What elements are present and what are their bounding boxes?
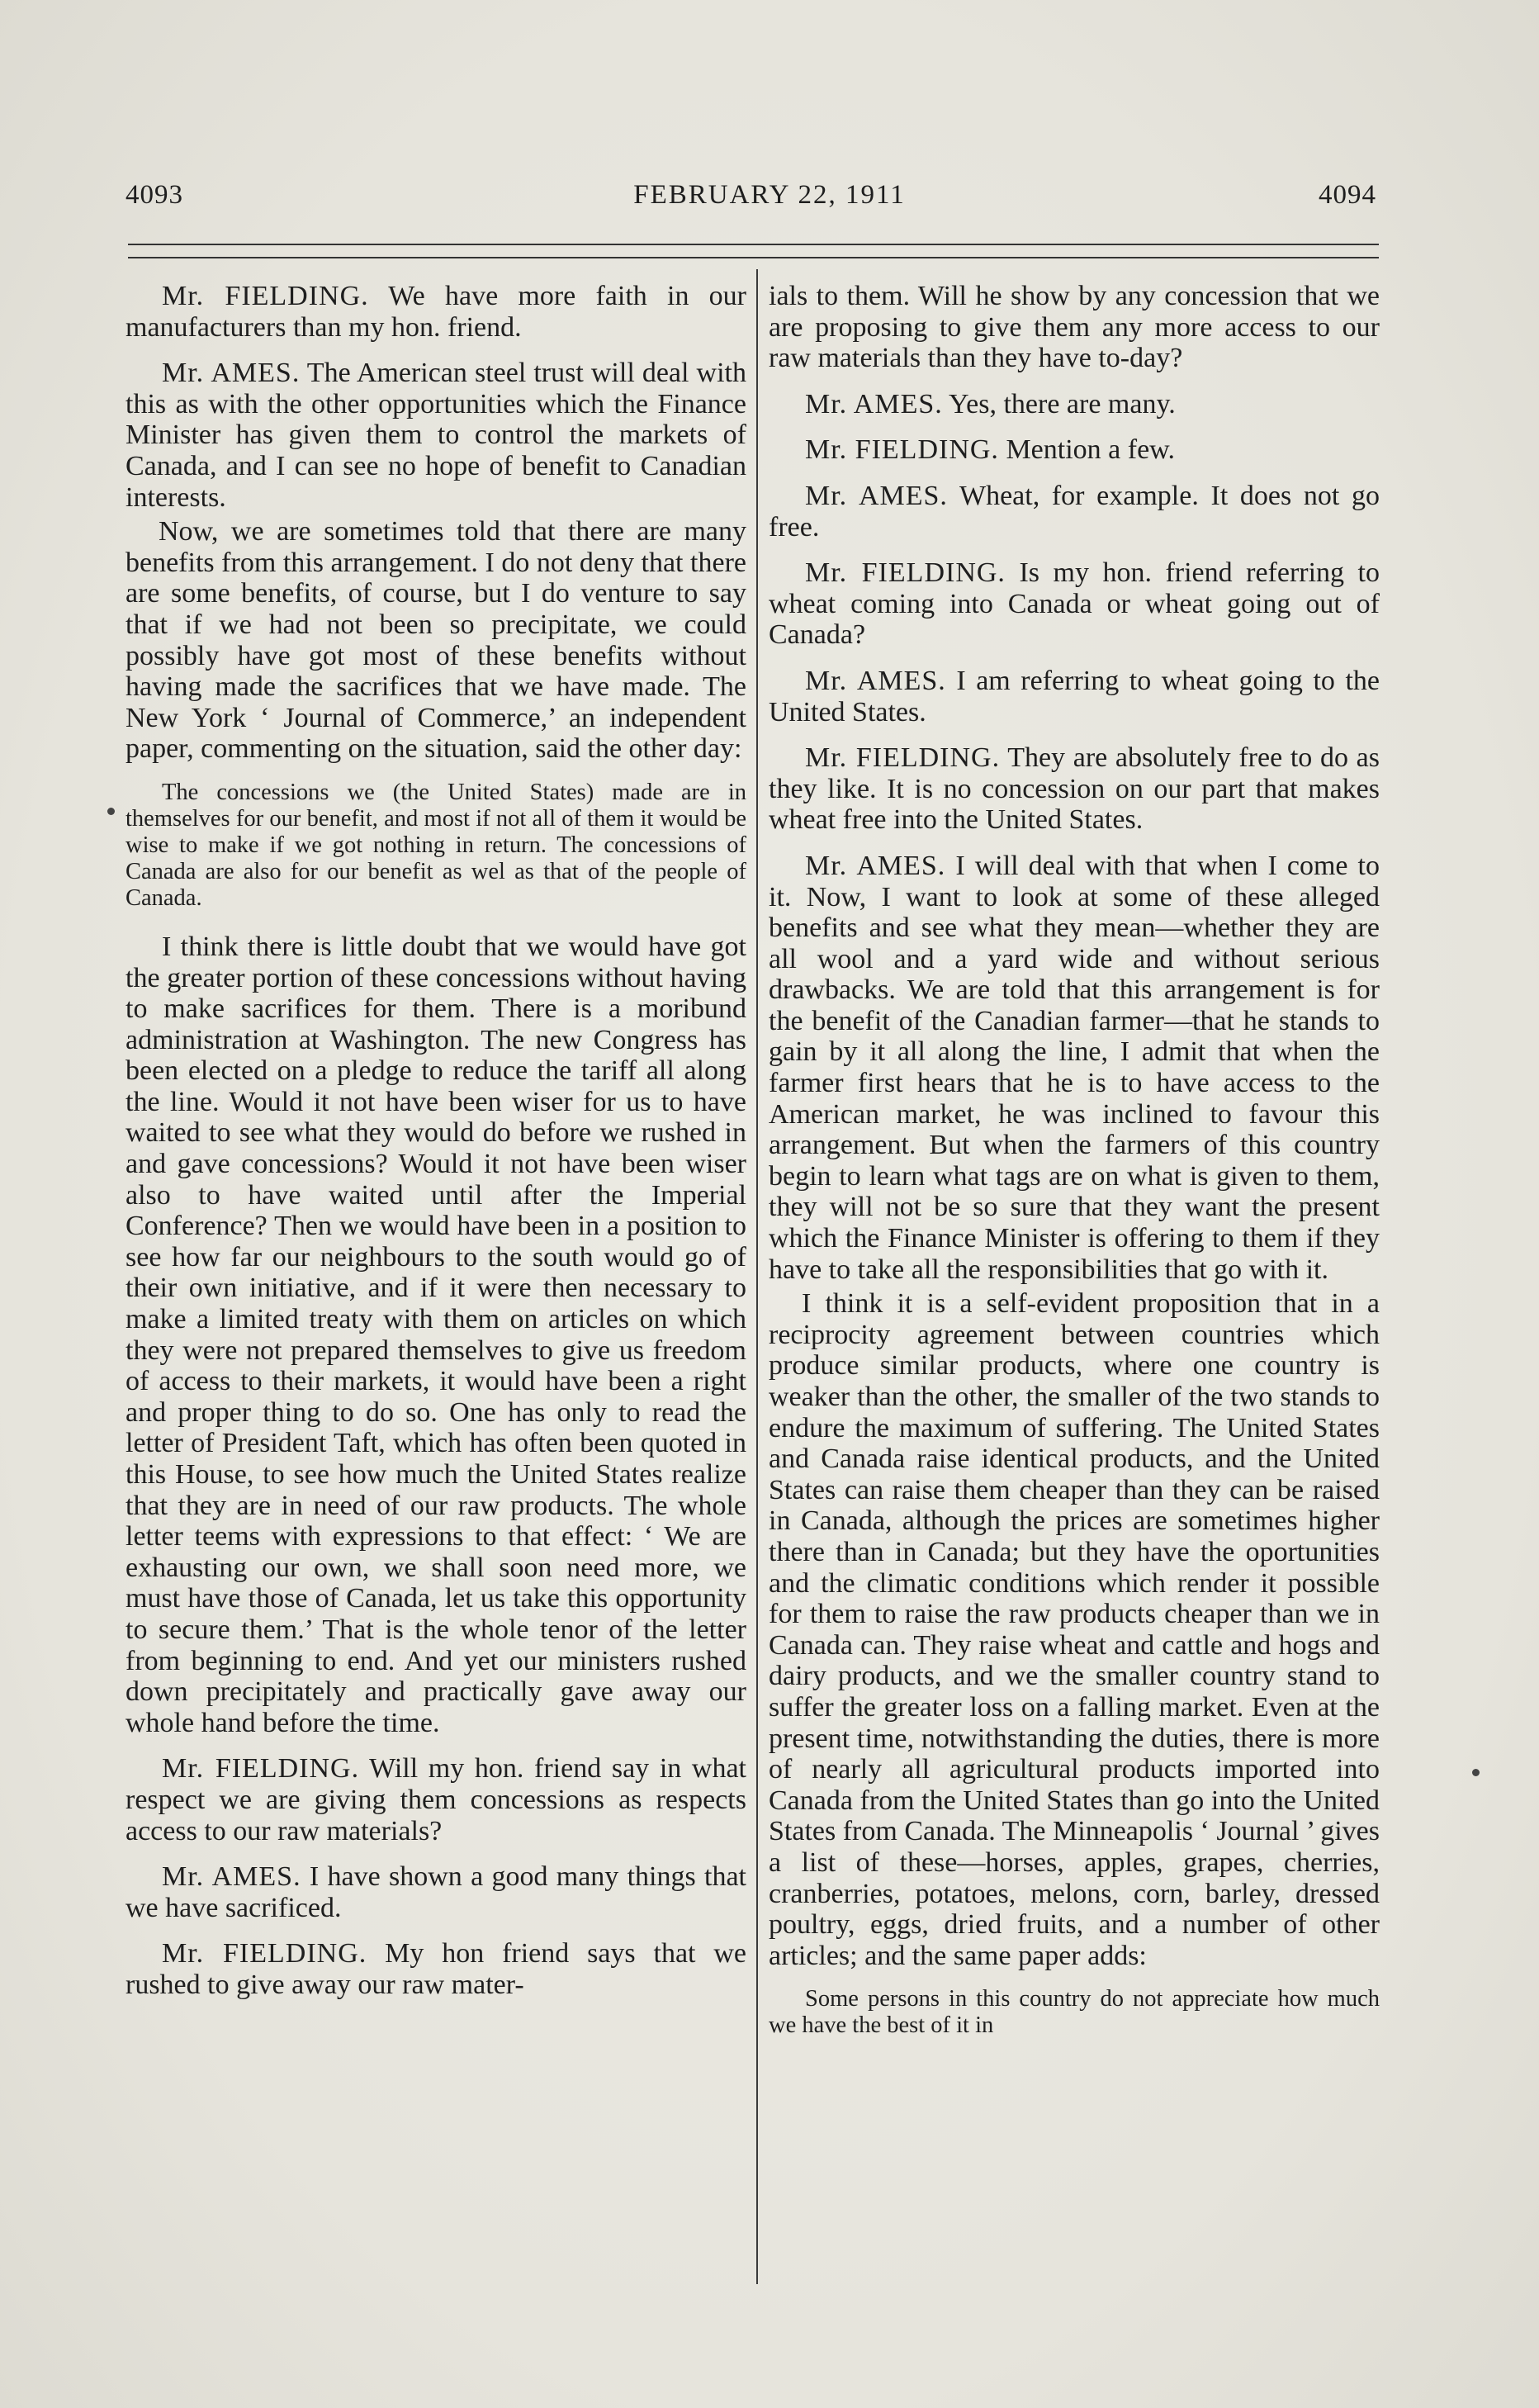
speech-text: I think there is little doubt that we would have got the greater portion of these concessions without having to make sacrifices for them. There is a moribund administration at Washington. The new Congress has been elected on a pledge to reduce the tariff all along the line. Would it not have been wiser for us to have waited to see what they would do before we rushed in and gave concessions? Would it not have been wiser also to have waited until after the Imperial Conference? Then we would have been in a position to see how far our neighbours to the south would go of their own initiative, and if it were then necessary to make a limited treaty with them on articles on which they were not prepared themselves to give us freedom of access to their markets, it would have been a right and proper thing to do so. One has only to read the letter of President Taft, which has often been quoted in this House, to see how much the United States realize that they are in need of our raw products. The whole letter teems with expressions to that effect: ‘ We are exhausting our own, we shall soon need more, we must have those of Canada, let us take this opportunity to secure them.’ That is the whole tenor of the letter from beginning to end. And yet our ministers rushed down precipitately and practically gave away our whole hand before the time.: [125, 931, 746, 1738]
header-rule-bottom: [128, 257, 1379, 258]
margin-mark: [1472, 1769, 1480, 1776]
speaker-name: Mr. FIELDING.: [805, 742, 1001, 774]
paragraph: [125, 516, 746, 765]
column-divider: [756, 269, 758, 2284]
paragraph: [125, 358, 746, 513]
speaker-name: Mr. FIELDING.: [162, 1938, 367, 1970]
speech-text: I am referring to wheat going to the United States.: [769, 665, 1380, 728]
speech-text: I will deal with that when I come to it. Now, I want to look at some of these alleged benefits and see what they mean—whether they are all wool and a yard wide and without serious drawbacks. We are told that this arrangement is for the benefit of the Canadian farmer—that he stands to gain by it all along the line, I admit that when the farmer first hears that he is to have access to the American market, he was inclined to favour this arrangement. But when the farmers of this country begin to learn what tags are on what is given to them, they will not be so sure that they want the present which the Finance Minister is offering to them if they have to take all the responsibilities that go with it.: [769, 850, 1380, 1285]
paragraph: [769, 666, 1380, 728]
speaker-name: Mr. AMES.: [805, 850, 946, 881]
speech-text: Wheat, for example. It does not go free.: [769, 480, 1380, 543]
speaker-name: Mr. AMES.: [162, 358, 301, 389]
speech-text: I think it is a self-evident proposition that in a reciprocity agreement between countries which produce similar products, where one country is weaker than the other, the smaller of the two stands to endure the maximum of suffering. The United States and Canada raise identical products, and the United States can raise them cheaper than they can be raised in Canada, although the prices are sometimes higher there than in Canada; but they have the oportunities and the climatic conditions which render it possible for them to raise the raw products cheaper than we in Canada can. They raise wheat and cattle and hogs and dairy products, and we the smaller country stand to suffer the greater loss on a falling market. Even at the present time, notwithstanding the duties, there is more of nearly all agricultural products imported into Canada from the United States than go into the United States from Canada. The Minneapolis ‘ Journal ’ gives a list of these—horses, apples, grapes, cherries, cranberries, potatoes, melons, corn, barley, dressed poultry, eggs, dried fruits, and a number of other articles; and the same paper adds:: [769, 1288, 1380, 1971]
speech-text: Now, we are sometimes told that there are many benefits from this arrangement. I do not deny that there are some benefits, of course, but I do venture to say that if we had not been so precipitate, we could possibly have got most of these benefits without having made the sacrifices that we have made. The New York ‘ Journal of Commerce,’ an independent paper, commenting on the situation, said the other day:: [125, 516, 746, 765]
paragraph: [125, 1753, 746, 1846]
speaker-name: Mr. AMES.: [805, 480, 948, 511]
speaker-name: Mr. AMES.: [162, 1861, 301, 1893]
paragraph: [125, 1861, 746, 1923]
speaker-name: Mr. FIELDING.: [162, 1753, 360, 1785]
speaker-name: Mr. FIELDING.: [805, 434, 999, 466]
paragraph: [769, 851, 1380, 1285]
paragraph: [125, 931, 746, 1738]
paragraph: [769, 1288, 1380, 1971]
paragraph: [769, 281, 1380, 374]
paragraph: [769, 557, 1380, 651]
speech-text: Yes, there are many.: [942, 388, 1176, 420]
left-column: [125, 281, 746, 2016]
speech-text: Mention a few.: [998, 434, 1176, 466]
paragraph: [125, 1938, 746, 2000]
speech-text: Will my hon. friend say in what respect we are giving them concessions as respects access to our raw materials?: [125, 1753, 746, 1846]
paragraph: [769, 481, 1380, 543]
header-rule-top: [128, 244, 1379, 245]
speech-text: ials to them. Will he show by any concession that we are proposing to give them any more access to our raw materials than they have to-day?: [769, 281, 1380, 374]
paragraph: [125, 281, 746, 343]
right-column: [769, 281, 1380, 2059]
paragraph: [769, 434, 1380, 466]
speech-text: My hon friend says that we rushed to give away our raw mater-: [125, 1938, 746, 2000]
speaker-name: Mr. AMES.: [805, 665, 946, 696]
header-date: FEBRUARY 22, 1911: [633, 180, 906, 210]
speaker-name: Mr. AMES.: [805, 388, 943, 420]
speech-text: Is my hon. friend referring to wheat coming into Canada or wheat going out of Canada?: [769, 557, 1380, 651]
page-number-left: 4093: [125, 180, 183, 210]
page-number-right: 4094: [1319, 180, 1376, 210]
speech-text: I have shown a good many things that we have sacrificed.: [125, 1861, 747, 1923]
speech-text: We have more faith in our manufacturers than my hon. friend.: [125, 281, 746, 343]
speaker-name: Mr. FIELDING.: [805, 557, 1006, 589]
margin-mark: [107, 808, 115, 815]
speech-text: The American steel trust will deal with this as with the other opportunities which the Finance Minister has given them to control the markets of Canada, and I can see no hope of benefit to Canadian interests.: [125, 358, 746, 513]
quotation: Some persons in this country do not appreciate how much we have the best of it in: [769, 1986, 1380, 2039]
speaker-name: Mr. FIELDING.: [162, 281, 369, 311]
speech-text: They are absolutely free to do as they like. It is no concession on our part that makes wheat free into the United States.: [769, 742, 1380, 836]
quotation: The concessions we (the United States) made are in themselves for our benefit, and most if not all of them it would be wise to make if we got nothing in return. The concessions of Canada are also for our benefit as wel as that of the people of Canada.: [125, 779, 746, 911]
paragraph: [769, 742, 1380, 836]
paragraph: [769, 389, 1380, 420]
